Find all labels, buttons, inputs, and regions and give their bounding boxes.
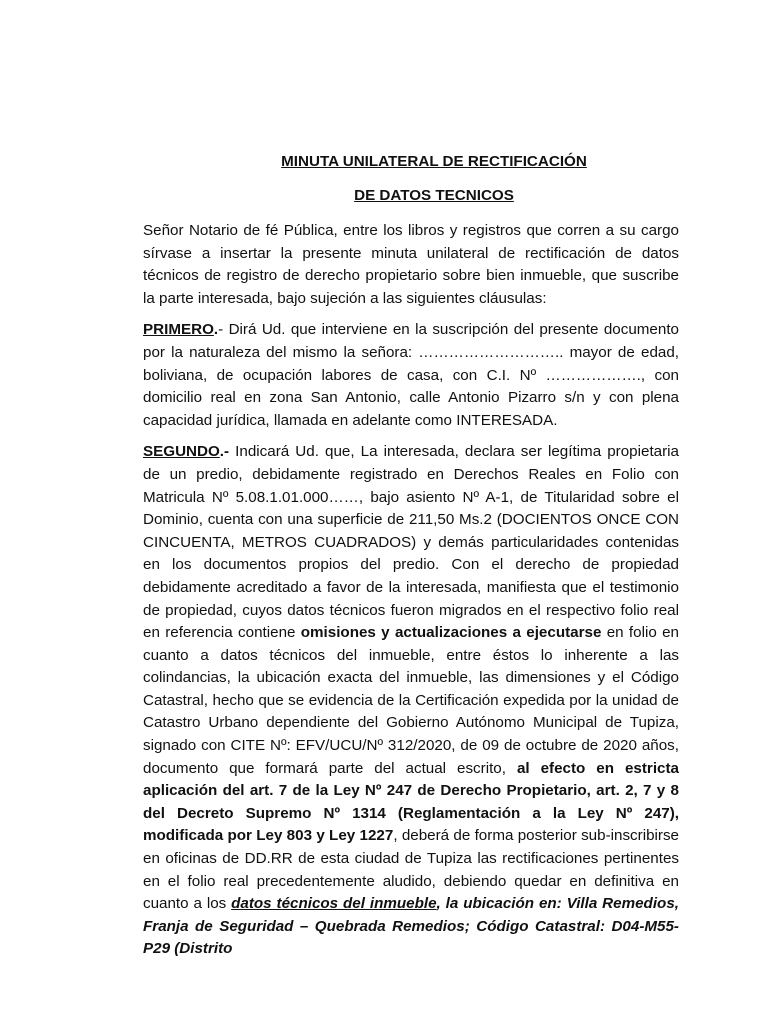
clause-primero-text: - Dirá Ud. que interviene en la suscripción del presente documento por la naturaleza del mismo la señora: ……………………….. mayor de edad, boliviana, de ocupación labores de casa, con C.I. Nº ………………., con domicilio real en zona San Antonio, calle Antonio Pizarro s/n y con plena capacidad jurídica, llamada en adelante como INTERESADA. — [143, 321, 679, 429]
clause-segundo — [143, 441, 679, 961]
document-body — [143, 220, 679, 970]
clause-segundo-text-e: , deberá de forma posterior sub-inscribirse en oficinas de DD.RR de esta ciudad de Tupiza las rectificaciones pertinentes en el folio real precedentemente aludido, debiendo quedar en definitiva en cuanto a los — [143, 827, 679, 913]
document-title-line2: DE DATOS TECNICOS — [354, 187, 514, 204]
clause-segundo-label: SEGUNDO — [143, 443, 220, 461]
clause-primero-separator: . — [213, 321, 219, 339]
clause-segundo-text-a: Indicará Ud. que, La interesada, declara ser legítima propietaria de un predio, debidamente registrado en Derechos Reales en Folio con Matricula Nº 5.08.1.01.000……, bajo asiento Nº A-1, de Titularidad sobre el Dominio, cuenta con una superficie de 211,50 Ms.2 (DOCIENTOS ONCE CON CINCUENTA, METROS CUADRADOS) y demás particularidades contenidas en los documentos propios del predio. Con el derecho de propiedad debidamente acreditado a favor de la interesada, manifiesta que el testimonio de propiedad, cuyos datos técnicos fueron migrados en el respectivo folio real en referencia contiene — [143, 443, 679, 642]
intro-text: Señor Notario de fé Pública, entre los libros y registros que corren a su cargo sírvase a insertar la presente minuta unilateral de rectificación de datos técnicos de registro de derecho propietario sobre bien inmueble, que suscribe la parte interesada, bajo sujeción a las siguientes cláusulas: — [143, 222, 679, 307]
document-title-line1: MINUTA UNILATERAL DE RECTIFICACIÓN — [281, 153, 587, 170]
clause-segundo-datos-tecnicos: datos técnicos del inmueble — [231, 895, 437, 913]
clause-segundo-text-c: en folio en cuanto a datos técnicos del inmueble, entre éstos lo inherente a las colindancias, la ubicación exacta del inmueble, las dimensiones y el Código Catastral, hecho que se evidencia de la Certificación expedida por la unidad de Catastro Urbano dependiente del Gobierno Autónomo Municipal de Tupiza, signado con CITE Nº: EFV/UCU/Nº 312/2020, de 09 de octubre de 2020 años, documento que formará parte del actual escrito, — [143, 624, 679, 777]
clause-primero-label: PRIMERO — [143, 321, 214, 339]
clause-segundo-bold-omisiones: omisiones y actualizaciones a ejecutarse — [300, 624, 602, 642]
clause-segundo-bold-legal-basis: al efecto en estricta aplicación del art. 7 de la Ley Nº 247 de Derecho Propietario, art. 2, 7 y 8 del Decreto Supremo Nº 1314 (Reglamentación a la Ley Nº 247), modificada por Ley 803 y Ley 1227 — [143, 759, 679, 845]
clause-segundo-separator: .- — [219, 443, 230, 461]
clause-segundo-ubicacion: , la ubicación en: Villa Remedios, Franja de Seguridad – Quebrada Remedios; Código Catastral: D04-M55-P29 (Distrito — [143, 895, 679, 958]
clause-primero — [143, 319, 679, 432]
intro-paragraph — [143, 220, 679, 310]
